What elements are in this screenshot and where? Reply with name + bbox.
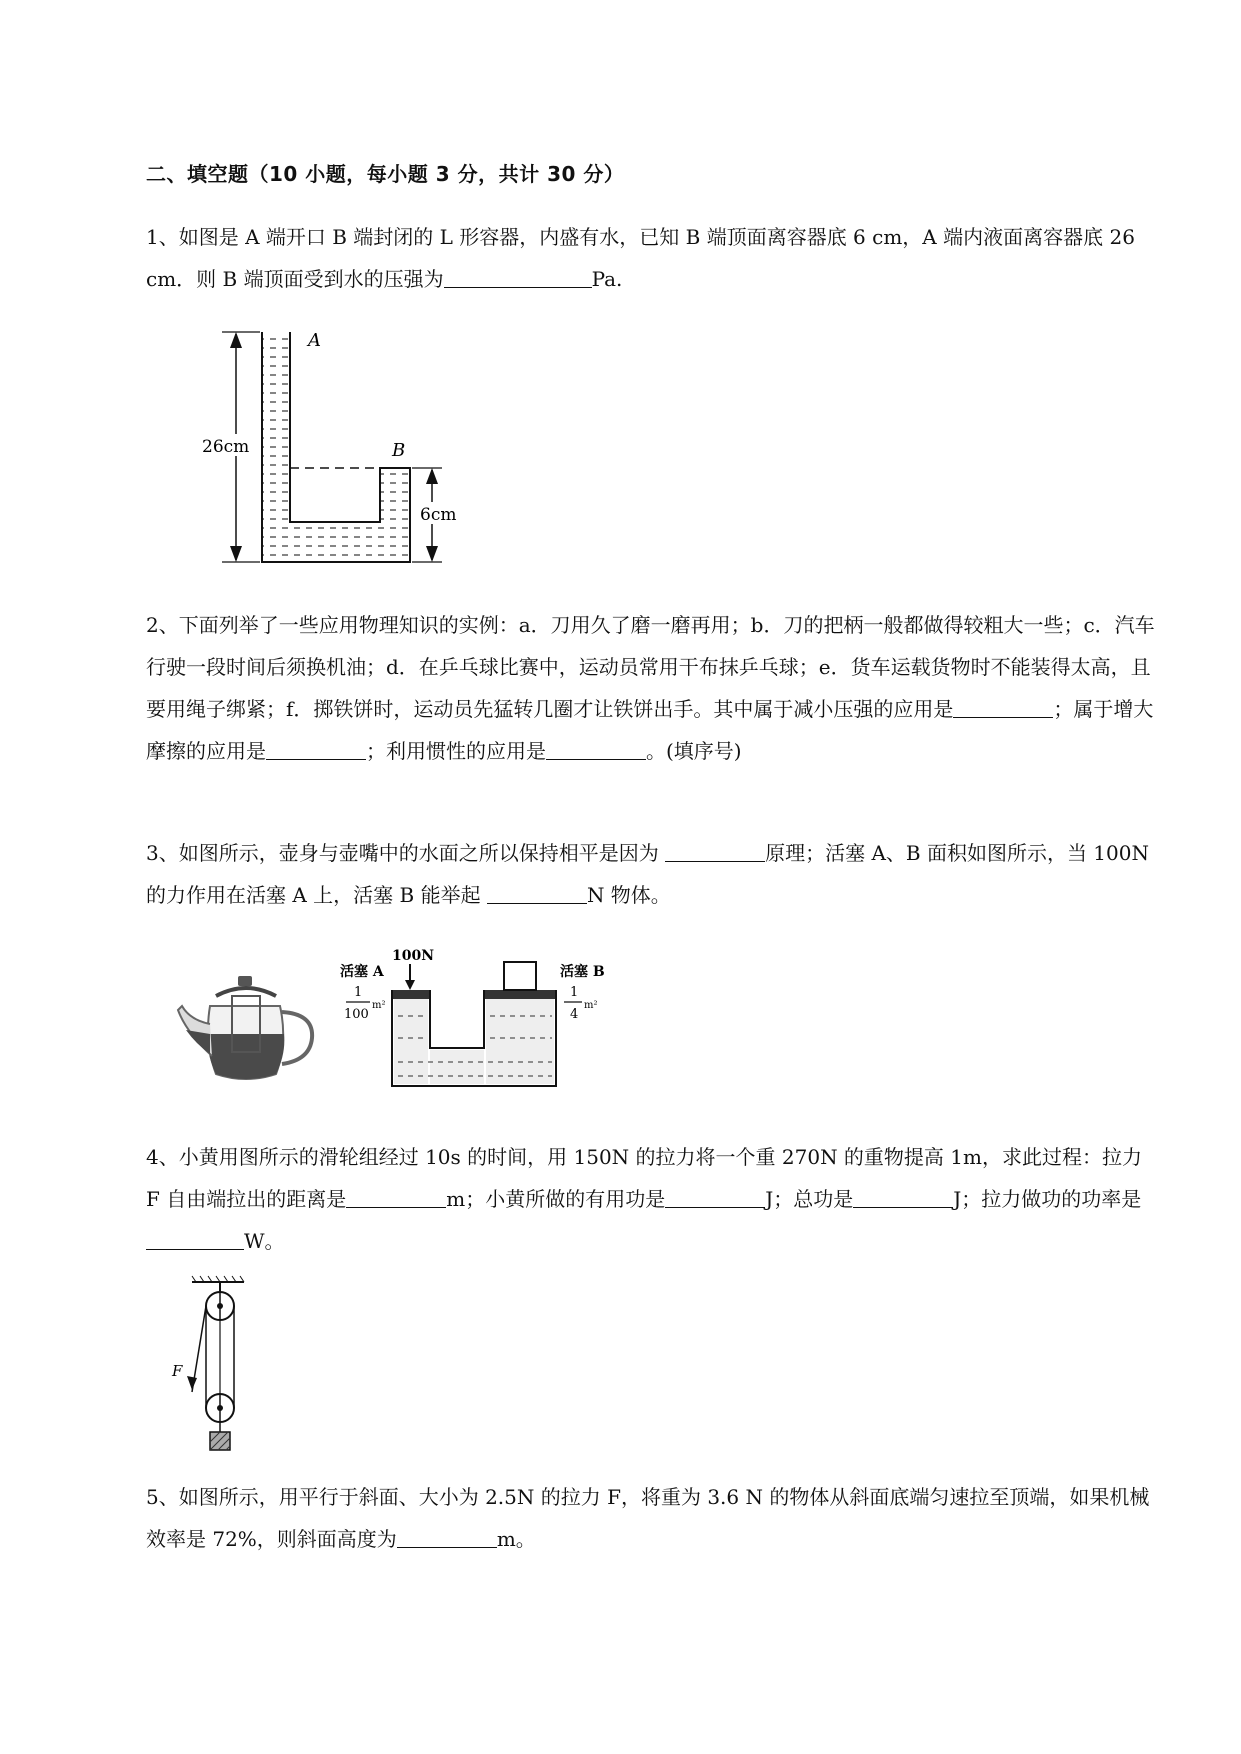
q1-text: 1、如图是 A 端开口 B 端封闭的 L 形容器，内盛有水，已知 B 端顶面离容器底 6 cm，A 端内液面离容器底 26 cm．则 B 端顶面受到水的压强为	[146, 225, 1135, 291]
teapot-figure	[176, 970, 326, 1090]
q3-text-c: N 物体。	[586, 883, 671, 907]
q2-text: 2、下面列举了一些应用物理知识的实例：a．刀用久了磨一磨再用；b．刀的把柄一般都做得较粗大一些；c．汽车行驶一段时间后须换机油；d．在乒乓球比赛中，运动员常用干布抹乒乓球；e．货车运载货物时不能装得太高，且要用绳子绑紧；f．掷铁饼时，运动员先猛转几圈才让铁饼出手。其中属于减小压强的应用是	[146, 613, 1155, 721]
section-title: 二、填空题（10 小题，每小题 3 分，共计 30 分）	[146, 162, 625, 186]
piston-b-label: 活塞 B	[560, 964, 605, 980]
q2-text-c: ；利用惯性的应用是	[366, 739, 546, 763]
area-a-unit: m²	[372, 1000, 386, 1011]
q4-blank-useful-work[interactable]	[665, 1181, 765, 1208]
q4-text-b: m；小黄所做的有用功是	[446, 1187, 666, 1211]
q5-text: 5、如图所示，用平行于斜面、大小为 2.5N 的拉力 F，将重为 3.6 N 的物体从斜面底端匀速拉至顶端，如果机械效率是 72%，则斜面高度为	[146, 1485, 1150, 1551]
q2-blank-pressure[interactable]	[953, 691, 1053, 718]
label-b: B	[392, 440, 406, 461]
question-4	[146, 1136, 1156, 1262]
area-b-unit: m²	[584, 1000, 598, 1011]
height-b-label: 6cm	[420, 505, 457, 525]
q5-answer-blank[interactable]	[397, 1521, 497, 1548]
q2-text-d: 。(填序号)	[646, 739, 742, 763]
question-2	[146, 604, 1156, 772]
q1-answer-blank[interactable]	[444, 261, 592, 288]
q3-text-b: 原理；活塞 A、B 面积如图所示，当 100N 的力作用在活塞 A 上，活塞 B 能举起	[146, 841, 1149, 907]
q4-text: 4、小黄用图所示的滑轮组经过 10s 的时间，用 150N 的拉力将一个重 270N 的重物提高 1m，求此过程：拉力 F 自由端拉出的距离是	[146, 1145, 1142, 1211]
pulley-force-label: F	[172, 1362, 183, 1380]
height-a-label: 26cm	[202, 437, 250, 457]
pulley-figure	[168, 1272, 258, 1454]
q3-blank-force[interactable]	[487, 877, 587, 904]
q4-blank-power[interactable]	[146, 1223, 244, 1250]
q4-text-e: W。	[244, 1229, 285, 1253]
area-b-den: 4	[570, 1007, 579, 1022]
q1-unit: Pa.	[591, 267, 623, 291]
question-1	[146, 216, 1156, 300]
q4-text-c: J；总功是	[765, 1187, 854, 1211]
q4-text-d: J；拉力做功的功率是	[953, 1187, 1142, 1211]
label-a: A	[308, 330, 321, 351]
q3-blank-principle[interactable]	[665, 835, 765, 862]
l-container-figure	[196, 326, 476, 566]
q3-text: 3、如图所示，壶身与壶嘴中的水面之所以保持相平是因为	[146, 841, 666, 865]
hydraulic-press-figure	[334, 946, 614, 1096]
area-a-den: 100	[344, 1007, 369, 1022]
q2-blank-inertia[interactable]	[546, 733, 646, 760]
piston-a-label: 活塞 A	[340, 964, 384, 980]
q5-unit: m。	[496, 1527, 536, 1551]
q2-text-b: ；属于增大摩擦的应用是	[146, 697, 1154, 763]
area-a-num: 1	[354, 985, 363, 1000]
q4-blank-distance[interactable]	[346, 1181, 446, 1208]
q4-blank-total-work[interactable]	[853, 1181, 953, 1208]
force-label: 100N	[392, 948, 435, 964]
question-5	[146, 1476, 1156, 1560]
question-3	[146, 832, 1156, 916]
area-b-num: 1	[570, 985, 579, 1000]
q2-blank-friction[interactable]	[266, 733, 366, 760]
